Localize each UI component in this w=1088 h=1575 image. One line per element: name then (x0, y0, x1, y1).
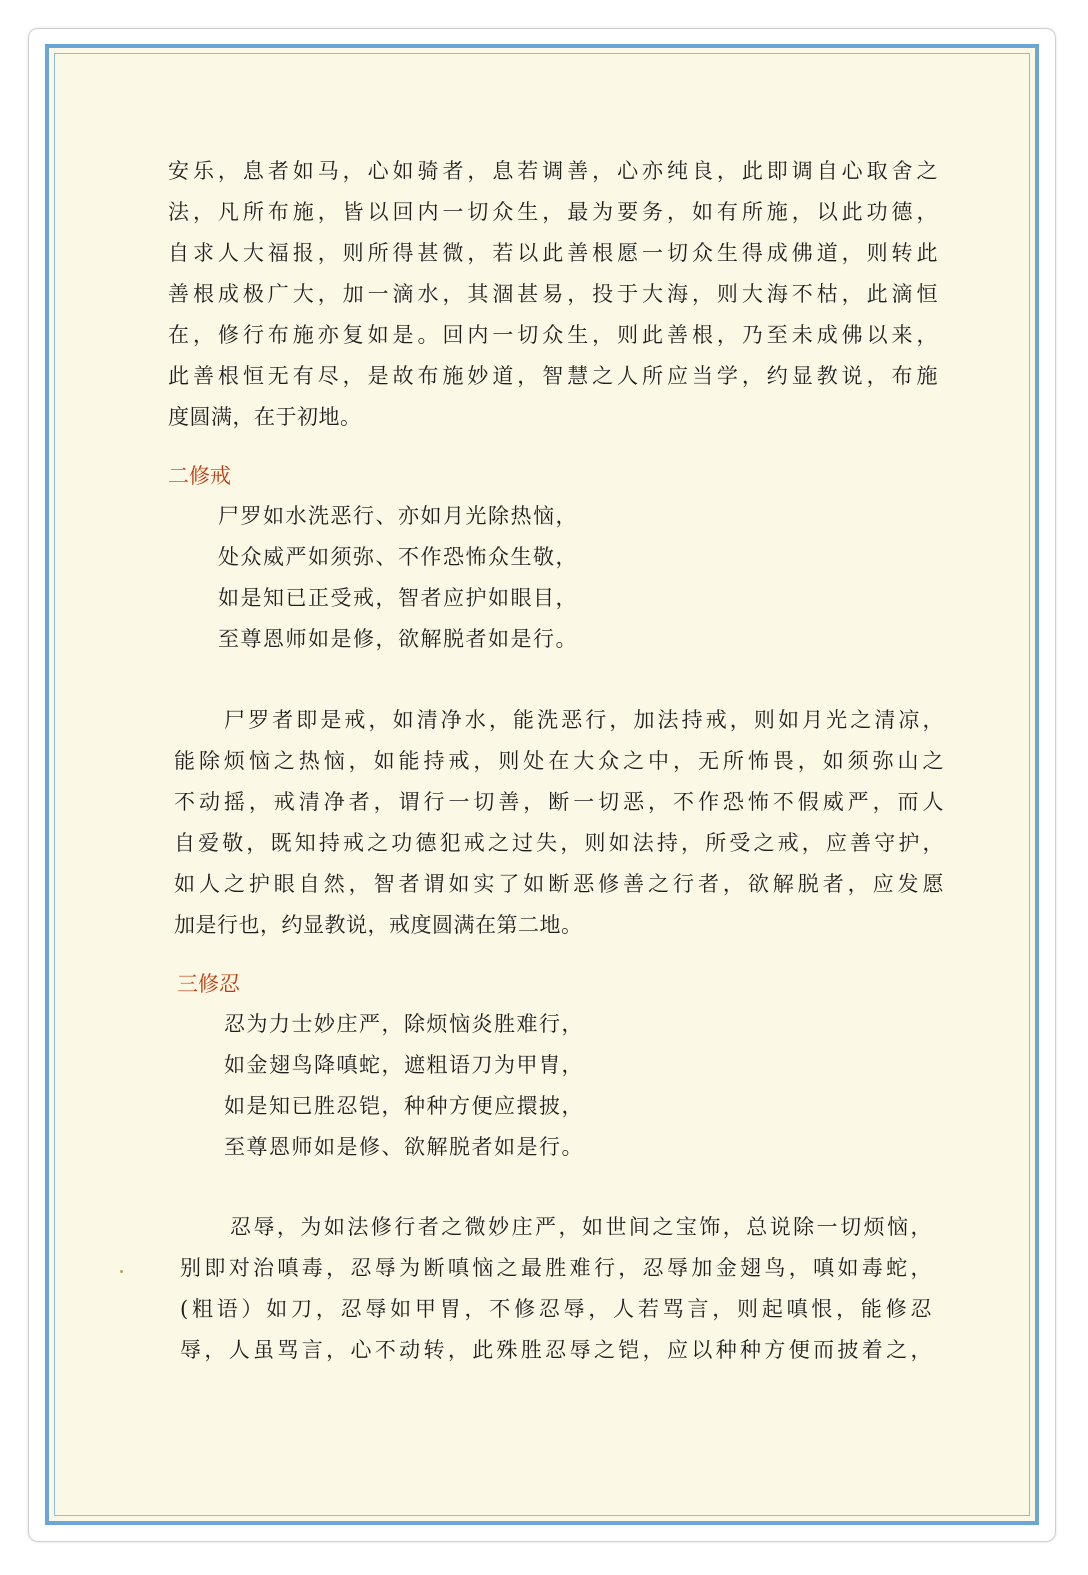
section-2 (168, 456, 938, 496)
text-line: (粗语）如刀，忍辱如甲胃，不修忍辱，人若骂言，则起嗔恨，能修忍 (180, 1297, 932, 1321)
text-line: 加是行也，约显教说，戒度圆满在第二地。 (174, 913, 583, 937)
section-heading: 三修忍 (177, 972, 240, 996)
verse-line: 如金翅鸟降嗔蛇，遮粗语刀为甲胄， (224, 1053, 584, 1077)
text-line: 尸罗者即是戒，如清净水，能洗恶行，加法持戒，则如月光之清凉， (224, 708, 944, 732)
verse-line: 处众威严如须弥、不作恐怖众生敬， (218, 545, 578, 569)
verse-line: 如是知已正受戒，智者应护如眼目， (218, 586, 578, 610)
verse-line: 如是知已胜忍铠，种种方便应擐披， (224, 1094, 584, 1118)
verse-line: 至尊恩师如是修，欲解脱者如是行。 (218, 627, 578, 651)
text-line: 自求人大福报，则所得甚微，若以此善根愿一切众生得成佛道，则转此 (168, 241, 938, 265)
text-line: 善根成极广大，加一滴水，其涸甚易，投于大海，则大海不枯，此滴恒 (168, 282, 938, 306)
intro-paragraph (168, 151, 938, 438)
text-line: 法，凡所布施，皆以回内一切众生，最为要务，如有所施，以此功德， (168, 200, 938, 224)
text-line: 度圆满，在于初地。 (168, 405, 362, 429)
verse-line: 尸罗如水洗恶行、亦如月光除热恼， (218, 504, 578, 528)
text-line: 自爱敬，既知持戒之功德犯戒之过失，则如法持，所受之戒，应善守护， (174, 831, 944, 855)
text-line: 安乐，息者如马，心如骑者，息若调善，心亦纯良，此即调自心取舍之 (168, 159, 938, 183)
text-line: 别即对治嗔毒，忍辱为断嗔恼之最胜难行，忍辱加金翅鸟，嗔如毒蛇， (180, 1256, 932, 1280)
section-2-prose (174, 700, 944, 946)
text-line: 辱，人虽骂言，心不动转，此殊胜忍辱之铠，应以种种方便而披着之， (180, 1338, 932, 1362)
section-3 (177, 964, 947, 1004)
section-heading: 二修戒 (168, 464, 231, 488)
text-line: 不动摇，戒清净者，谓行一切善，断一切恶，不作恐怖不假威严，而人 (174, 790, 944, 814)
text-line: 此善根恒无有尽，是故布施妙道，智慧之人所应当学，约显教说，布施 (168, 364, 938, 388)
text-line: 能除烦恼之热恼，如能持戒，则处在大众之中，无所怖畏，如须弥山之 (174, 749, 944, 773)
verse-line: 忍为力士妙庄严，除烦恼炎胜难行， (224, 1012, 584, 1036)
section-3-prose (180, 1207, 932, 1371)
text-line: 如人之护眼自然，智者谓如实了如断恶修善之行者，欲解脱者，应发愿 (174, 872, 944, 896)
text-line: 在，修行布施亦复如是。回内一切众生，则此善根，乃至未成佛以来， (168, 323, 938, 347)
text-line: 忍辱，为如法修行者之微妙庄严，如世间之宝饰，总说除一切烦恼， (230, 1215, 932, 1239)
ink-speck (120, 1270, 123, 1273)
section-2-verse (168, 496, 938, 660)
verse-line: 至尊恩师如是修、欲解脱者如是行。 (224, 1135, 584, 1159)
section-3-verse (174, 1004, 944, 1168)
